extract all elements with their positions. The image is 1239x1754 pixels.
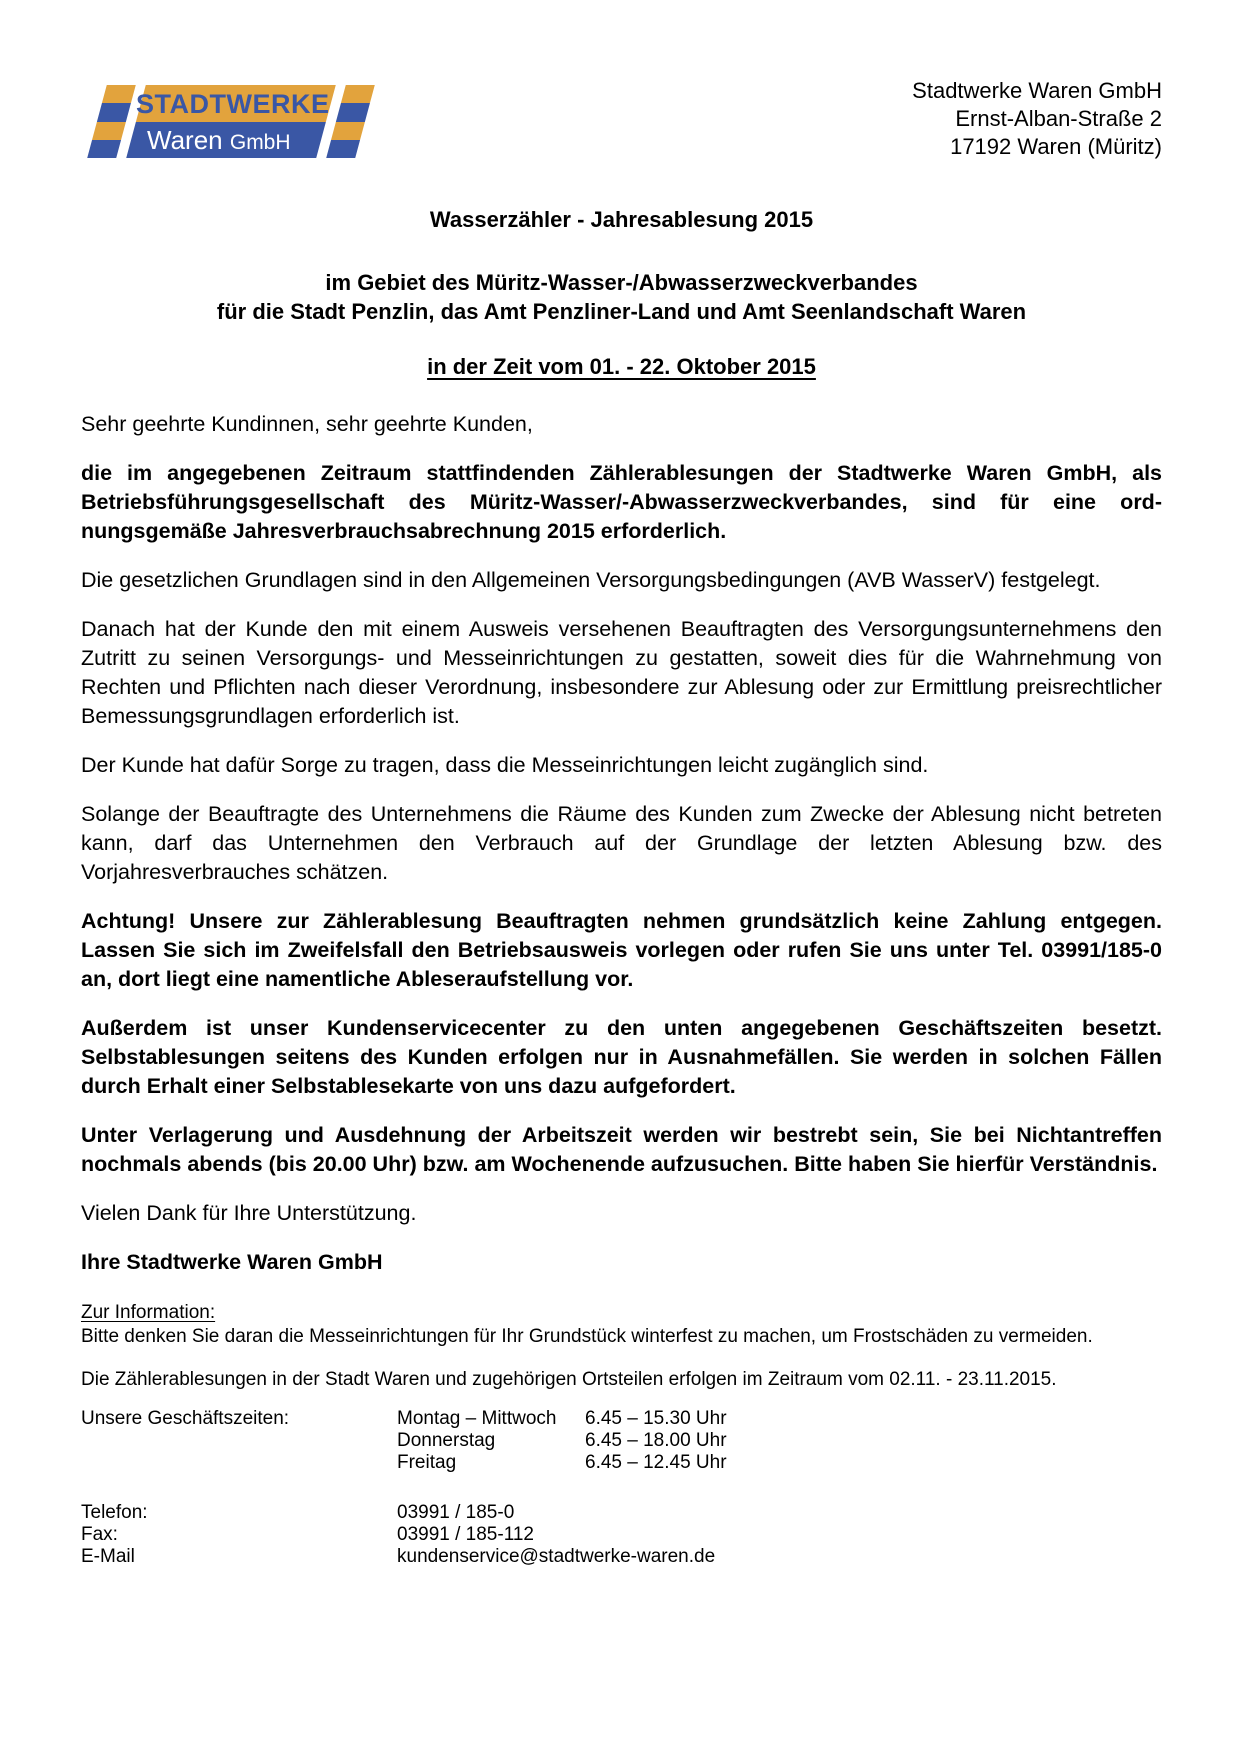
logo-stripe [92, 122, 126, 140]
hours-days: Montag – Mittwoch [397, 1408, 557, 1429]
contact-label: Telefon: [81, 1502, 148, 1523]
subtitle-area-line2: für die Stadt Penzlin, das Amt Penzliner-Land und Amt Seenlandschaft Waren [216, 299, 1027, 324]
paragraph-legal-basis: Die gesetzlichen Grundlagen sind in den Allgemeinen Versorgungsbedingungen (AVB WasserV) festgelegt. [81, 568, 1101, 592]
contact-label: E-Mail [81, 1546, 135, 1567]
business-hours [81, 1408, 1162, 1474]
document-title: Wasserzähler - Jahresablesung 2015 [429, 207, 814, 232]
contact-row-fax [81, 1524, 1162, 1546]
info-note-winterproof: Bitte denken Sie daran die Messeinrichtungen für Ihr Grundstück winterfest zu machen, um Frostschäden zu vermeiden. [81, 1326, 1093, 1347]
signature: Ihre Stadtwerke Waren GmbH [81, 1250, 383, 1274]
logo-subtitle [147, 124, 291, 159]
contact-phone-value: 03991 / 185-0 [397, 1502, 515, 1523]
reading-period: in der Zeit vom 01. - 22. Oktober 2015 [427, 354, 816, 379]
contact-label: Fax: [81, 1524, 118, 1545]
contact-row-email [81, 1546, 1162, 1568]
logo-stripe [87, 140, 121, 158]
contact-fax-value: 03991 / 185-112 [397, 1524, 534, 1545]
logo-stripe [341, 85, 375, 103]
hours-days: Donnerstag [397, 1430, 496, 1451]
logo-subtitle-gmbh: GmbH [229, 131, 291, 154]
logo-stripe [97, 103, 131, 121]
paragraph-access-obligation: Danach hat der Kunde den mit einem Ausweis versehenen Beauftragten des Versorgungsunternehmens den Zutritt zu seinen Versorgungs- und Messeinrichtungen zu gestatten, soweit dies für die Wahrnehmung von Rechten und Pflichten nach dieser Verordnung, insbesondere zur Ablesung oder zur Ermittlung preisrechtlicher Bemessungsgrundlagen erforderlich ist. [81, 617, 1162, 728]
subtitle-area-line1: im Gebiet des Müritz-Wasser-/Abwasserzweckverbandes [325, 270, 918, 295]
hours-row-mon-wed [397, 1408, 727, 1430]
contact-block [81, 1502, 1162, 1568]
hours-row-fri [397, 1452, 727, 1474]
hours-row-thu [397, 1430, 727, 1452]
logo-right-stripes [326, 85, 375, 158]
letter-header [81, 0, 1162, 163]
document-subtitle [81, 268, 1162, 326]
logo-wordmark: STADTWERKE [136, 89, 330, 119]
paragraph-service-center: Außerdem ist unser Kundenservicecenter zu den unten angegebenen Geschäftszeiten besetzt. Selbstablesungen seitens des Kunden erfolgen nur in Ausnahmefällen. Sie werden in solchen Fällen durch Erhalt einer Selbstablesekarte von uns dazu aufgefordert. [81, 1016, 1162, 1098]
contact-row-telefon [81, 1502, 1162, 1524]
paragraph-extended-hours: Unter Verlagerung und Ausdehnung der Arbeitszeit werden wir bestrebt sein, Sie bei Nichtantreffen nochmals abends (bis 20.00 Uhr) bzw. am Wochenende aufzusuchen. Bitte haben Sie hierfür Verständnis. [81, 1123, 1162, 1176]
hours-days: Freitag [397, 1452, 457, 1473]
letter-content [81, 0, 1162, 1568]
business-hours-label: Unsere Geschäftszeiten: [81, 1408, 290, 1429]
paragraph-accessibility: Der Kunde hat dafür Sorge zu tragen, dass die Messeinrichtungen leicht zugänglich sind. [81, 753, 929, 777]
sender-address [912, 77, 1162, 161]
paragraph-reading-required: die im angegebenen Zeitraum stattfindenden Zählerablesungen der Stadtwerke Waren GmbH, als Betriebsführungsgesellschaft des Müritz-Wasser/-Abwasserzweckverbandes, sind für eine ordnungsgemäße Jahresverbrauchsabrechnung 2015 erforderlich. [81, 461, 1162, 543]
info-heading: Zur Information: [81, 1302, 216, 1323]
info-section [81, 1301, 1162, 1392]
sender-city: 17192 Waren (Müritz) [950, 134, 1162, 159]
contact-email-value: kundenservice@stadtwerke-waren.de [397, 1546, 716, 1567]
stadtwerke-logo [97, 85, 365, 158]
info-note-waren-schedule: Die Zählerablesungen in der Stadt Waren und zugehörigen Ortsteilen erfolgen im Zeitraum vom 02.11. - 23.11.2015. [81, 1369, 1057, 1390]
paragraph-thanks: Vielen Dank für Ihre Unterstützung. [81, 1201, 417, 1225]
paragraph-estimation: Solange der Beauftragte des Unternehmens die Räume des Kunden zum Zwecke der Ablesung nicht betreten kann, darf das Unternehmen den Verbrauch auf der Grundlage der letzten Ablesung bzw. des Vorjahresverbrauches schätzen. [81, 802, 1162, 884]
logo-stripe [331, 122, 365, 140]
logo-subtitle-waren: Waren [147, 125, 223, 155]
hours-time: 6.45 – 15.30 Uhr [585, 1408, 727, 1429]
business-hours-table [397, 1408, 727, 1474]
sender-company: Stadtwerke Waren GmbH [912, 78, 1162, 103]
logo-stripe [326, 140, 360, 158]
hours-time: 6.45 – 12.45 Uhr [585, 1452, 727, 1473]
sender-street: Ernst-Alban-Straße 2 [955, 106, 1162, 131]
hours-time: 6.45 – 18.00 Uhr [585, 1430, 727, 1451]
salutation: Sehr geehrte Kundinnen, sehr geehrte Kunden, [81, 412, 533, 436]
logo-stripe [102, 85, 136, 103]
logo-stripe [336, 103, 370, 121]
paragraph-attention-no-payment: Achtung! Unsere zur Zählerablesung Beauftragten nehmen grundsätzlich keine Zahlung entgegen. Lassen Sie sich im Zweifelsfall den Betriebsausweis vorlegen oder rufen Sie uns unter Tel. 03991/185-0 an, dort liegt eine namentliche Ableseraufstellung vor. [81, 909, 1162, 991]
